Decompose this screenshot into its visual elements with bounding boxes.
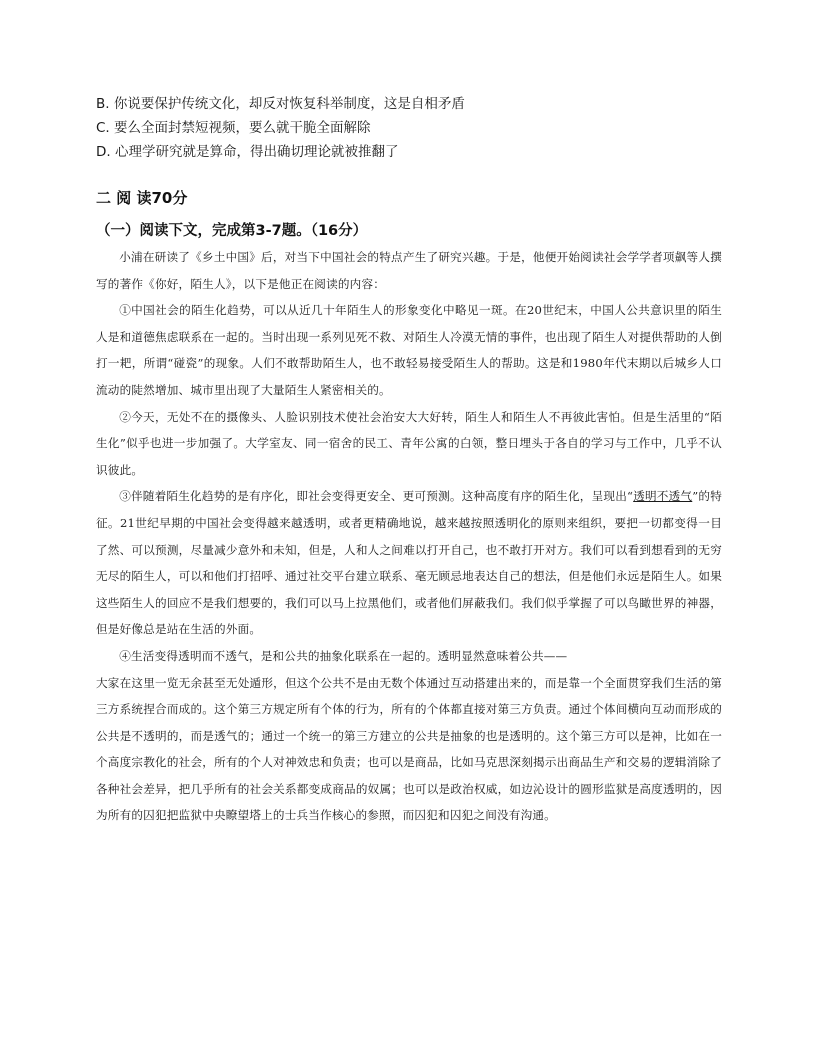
paragraph-2: ②今天，无处不在的摄像头、人脸识别技术使社会治安大大好转，陌生人和陌生人不再彼此害怕。但是生活里的“陌生化”似乎也进一步加强了。大学室友、同一宿舍的民工、青年公寓的白领，整日埋头于各自的学习与工作中，几乎不认识彼此。	[96, 409, 722, 477]
paragraph-4-continued: 大家在这里一览无余甚至无处遁形，但这个公共不是由无数个体通过互动搭建出来的，而是靠一个全面贯穿我们生活的第三方系统捏合而成的。这个第三方规定所有个体的行为，所有的个体都直接对第三方负责。通过个体间横向互动而形成的公共是不透明的，而是透气的；通过一个统一的第三方建立的公共是抽象的也是透明的。这个第三方可以是神，比如在一个高度宗教化的社会，所有的个人对神效忠和负责；也可以是商品，比如马克思深刻揭示出商品生产和交易的逻辑消除了各种社会差异，把几乎所有的社会关系都变成商品的奴属；也可以是政治权威，如边沁设计的圆形监狱是高度透明的，因为所有的囚犯把监狱中央瞭望塔上的士兵当作核心的参照，而囚犯和囚犯之间没有沟通。	[96, 675, 722, 823]
intro-paragraph: 小浦在研读了《乡土中国》后，对当下中国社会的特点产生了研究兴趣。于是，他便开始阅读社会学学者项飙等人撰写的著作《你好，陌生人》，以下是他正在阅读的内容：	[96, 250, 722, 291]
section-title: 二 阅 读70分	[96, 189, 188, 207]
paragraph-3-part-2: ”的特征。21世纪早期的中国社会变得越来越透明，或者更精确地说，越来越按照透明化的原则来组织，要把一切都变得一目了然、可以预测，尽量减少意外和未知，但是，人和人之间难以打开自己，也不敢打开对方。我们可以看到想看到的无穷无尽的陌生人，可以和他们打招呼、通过社交平台建立联系、毫无顾忌地表达自己的想法，但是他们永远是陌生人。如果这些陌生人的回应不是我们想要的，我们可以马上拉黑他们，或者他们屏蔽我们。我们似乎掌握了可以鸟瞰世界的神器，但是好像总是站在生活的外面。	[96, 489, 722, 637]
option-c: C. 要么全面封禁短视频，要么就干脆全面解除	[96, 120, 371, 136]
option-d: D. 心理学研究就是算命，得出确切理论就被推翻了	[96, 144, 399, 160]
option-b: B. 你说要保护传统文化，却反对恢复科举制度，这是自相矛盾	[96, 96, 465, 112]
paragraph-3-part-1: ③伴随着陌生化趋势的是有序化，即社会变得更安全、更可预测。这种高度有序的陌生化，呈现出“	[119, 489, 634, 504]
underlined-phrase: 透明不透气	[633, 489, 693, 504]
paragraph-1: ①中国社会的陌生化趋势，可以从近几十年陌生人的形象变化中略见一斑。在20世纪末，中国人公共意识里的陌生人是和道德焦虑联系在一起的。当时出现一系列见死不救、对陌生人冷漠无情的事件，也出现了陌生人对提供帮助的人倒打一耙，所谓“碰瓷”的现象。人们不敢帮助陌生人，也不敢轻易接受陌生人的帮助。这是和1980年代末期以后城乡人口流动的陡然增加、城市里出现了大量陌生人紧密相关的。	[96, 303, 722, 397]
section-subtitle: （一）阅读下文，完成第3-7题。（16分）	[96, 223, 368, 239]
page-content	[96, 92, 722, 829]
paragraph-3	[96, 483, 722, 643]
paragraph-4-first-line: ④生活变得透明而不透气，是和公共的抽象化联系在一起的。透明显然意味着公共——	[119, 648, 568, 663]
